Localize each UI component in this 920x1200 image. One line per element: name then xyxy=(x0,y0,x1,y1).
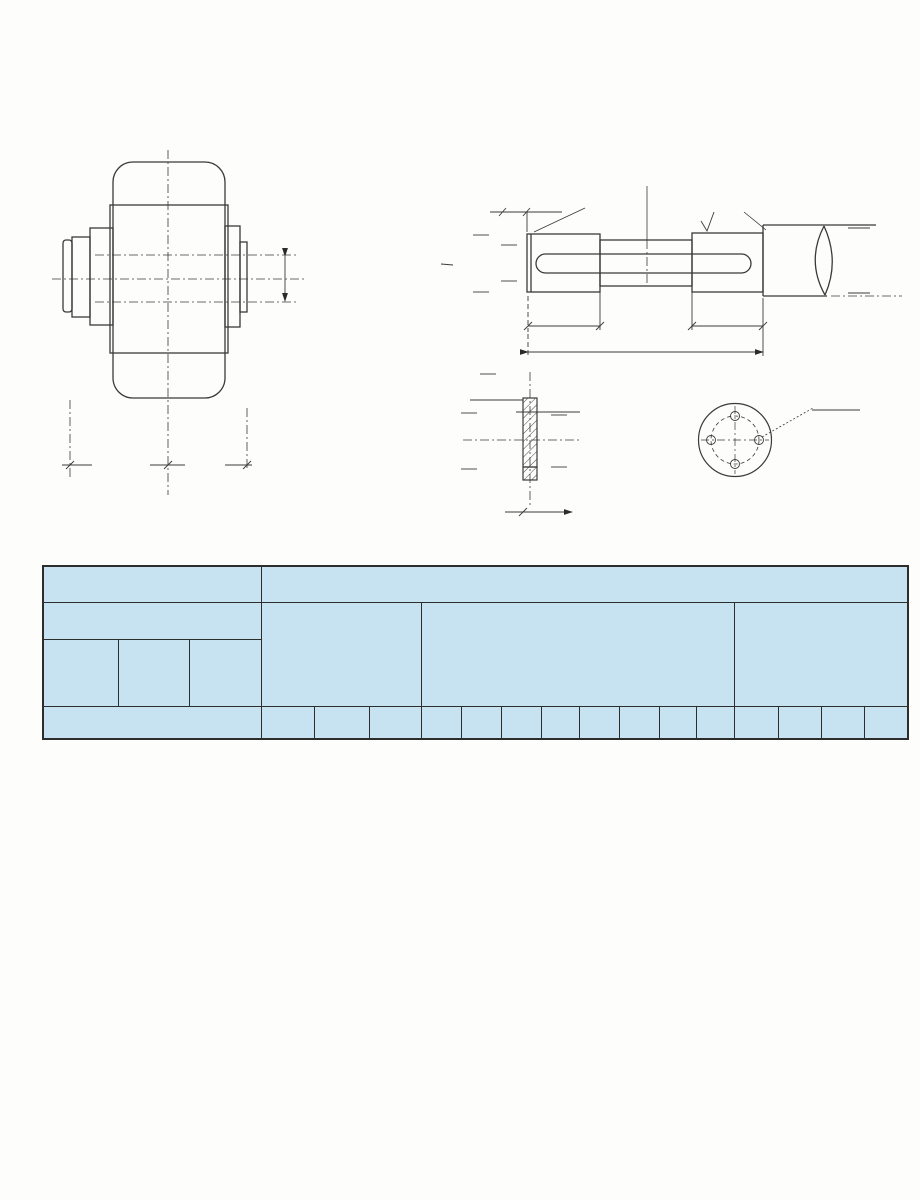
col-header-G5 xyxy=(314,706,369,739)
col-header-L xyxy=(541,706,579,739)
col-header-m xyxy=(864,706,908,739)
header-work-machine-shaft xyxy=(421,602,734,706)
col-header-f1 xyxy=(501,706,541,739)
header-end-plate xyxy=(734,602,908,706)
header-spec xyxy=(43,706,261,739)
roughness-icon xyxy=(701,212,714,231)
endplate-face-drawing xyxy=(699,404,861,477)
col-header-t xyxy=(696,706,734,739)
dimension-table xyxy=(42,565,909,740)
col-header-D2 xyxy=(261,706,314,739)
col-header-D xyxy=(778,706,821,739)
header-model-qjya3-qjya23 xyxy=(118,639,189,706)
shaft-drawing xyxy=(441,186,902,358)
header-blank-cell xyxy=(43,566,261,602)
technical-drawings xyxy=(0,60,920,540)
col-header-S xyxy=(659,706,696,739)
header-shaft-end-dims xyxy=(261,566,908,602)
col-header-r xyxy=(619,706,659,739)
col-header-G6 xyxy=(369,706,421,739)
col-header-C xyxy=(734,706,778,739)
endplate-section-drawing xyxy=(461,372,580,516)
gearbox-drawing xyxy=(52,150,305,495)
header-model-qjya34 xyxy=(189,639,261,706)
col-header-d6 xyxy=(461,706,501,739)
col-header-d xyxy=(821,706,864,739)
header-hollow-shaft xyxy=(261,602,421,706)
header-gearbox-model xyxy=(43,602,261,639)
header-model-qjya2 xyxy=(43,639,118,706)
col-header-l0 xyxy=(579,706,619,739)
col-header-d2 xyxy=(421,706,461,739)
